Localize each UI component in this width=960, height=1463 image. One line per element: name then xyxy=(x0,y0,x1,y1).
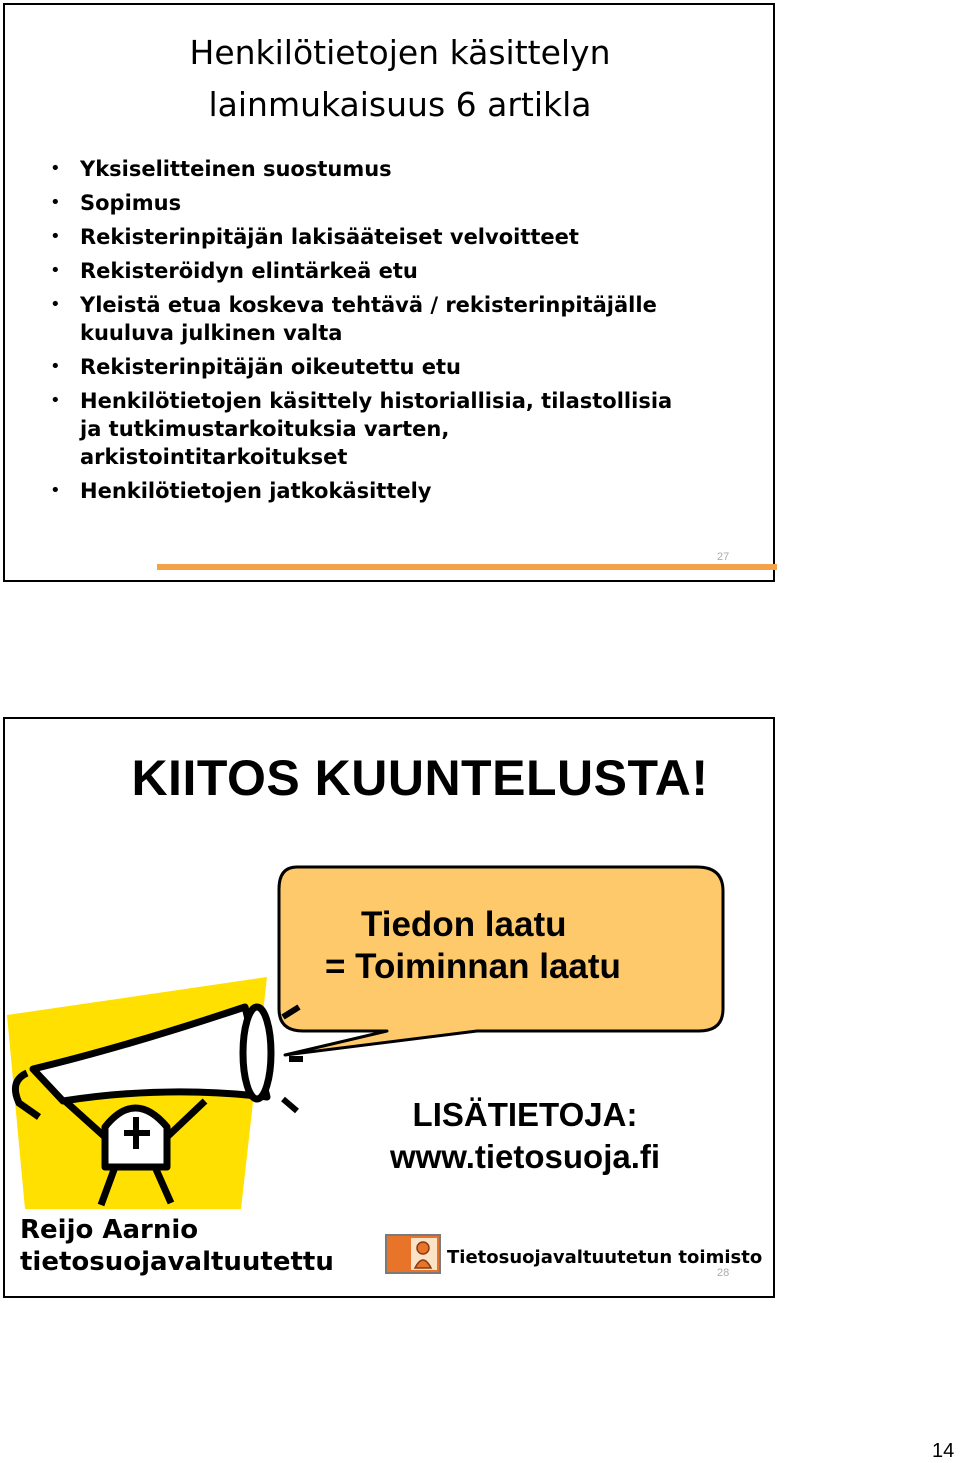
megaphone-figure-icon xyxy=(5,977,305,1212)
info-label: LISÄTIETOJA: xyxy=(412,1096,638,1133)
bullet-text: Yksiselitteinen suostumus xyxy=(80,157,392,181)
bubble-line-2: = Toiminnan laatu xyxy=(325,947,621,986)
bullet-text: Rekisterinpitäjän oikeutettu etu xyxy=(80,355,462,379)
bullet-text: Rekisteröidyn elintärkeä etu xyxy=(80,259,418,283)
bullet-text: kuuluva julkinen valta xyxy=(80,321,343,345)
slide-title xyxy=(5,27,795,131)
bullet-text: Henkilötietojen jatkokäsittely xyxy=(80,479,432,503)
bullet-item xyxy=(50,257,750,285)
slide-number: 27 xyxy=(717,551,730,563)
slide-28 xyxy=(3,717,775,1298)
bullet-text: ja tutkimustarkoituksia varten, xyxy=(80,417,450,441)
bullet-text: arkistointitarkoitukset xyxy=(80,445,348,469)
bullet-icon: • xyxy=(50,356,61,377)
thanks-title: KIITOS KUUNTELUSTA! xyxy=(131,750,709,806)
office-name: Tietosuojavaltuutetun toimisto xyxy=(447,1247,763,1268)
bullet-icon: • xyxy=(50,158,61,179)
bullet-item xyxy=(50,353,750,381)
bullet-item xyxy=(50,477,750,505)
author-title: tietosuojavaltuutettu xyxy=(20,1247,334,1277)
more-info xyxy=(345,1094,705,1178)
bullet-item xyxy=(50,291,750,347)
bullet-icon: • xyxy=(50,390,61,411)
bullet-icon: • xyxy=(50,192,61,213)
accent-bar xyxy=(157,564,777,570)
slide-number: 28 xyxy=(717,1267,730,1279)
tietosuoja-logo-icon xyxy=(385,1234,441,1274)
bullet-text: Rekisterinpitäjän lakisääteiset velvoitteet xyxy=(80,225,579,249)
slide-27 xyxy=(3,3,775,582)
bullet-list xyxy=(50,155,750,511)
info-url[interactable]: www.tietosuoja.fi xyxy=(389,1138,661,1175)
bullet-icon: • xyxy=(50,480,61,501)
bullet-icon: • xyxy=(50,260,61,281)
bullet-text: Sopimus xyxy=(80,191,182,215)
title-line-2: lainmukaisuus 6 artikla xyxy=(208,85,592,124)
bullet-item xyxy=(50,223,750,251)
bullet-icon: • xyxy=(50,226,61,247)
bullet-text: Yleistä etua koskeva tehtävä / rekisterinpitäjälle xyxy=(80,293,657,317)
bubble-line-1: Tiedon laatu xyxy=(361,905,567,944)
bullet-item xyxy=(50,387,750,471)
bullet-item xyxy=(50,189,750,217)
author-block xyxy=(20,1214,380,1278)
bullet-icon: • xyxy=(50,294,61,315)
page-number: 14 xyxy=(932,1440,955,1462)
author-name: Reijo Aarnio xyxy=(20,1215,199,1245)
title-line-1: Henkilötietojen käsittelyn xyxy=(189,33,611,72)
bullet-item xyxy=(50,155,750,183)
bullet-text: Henkilötietojen käsittely historiallisia, tilastollisia xyxy=(80,389,673,413)
bubble-text xyxy=(325,904,725,988)
